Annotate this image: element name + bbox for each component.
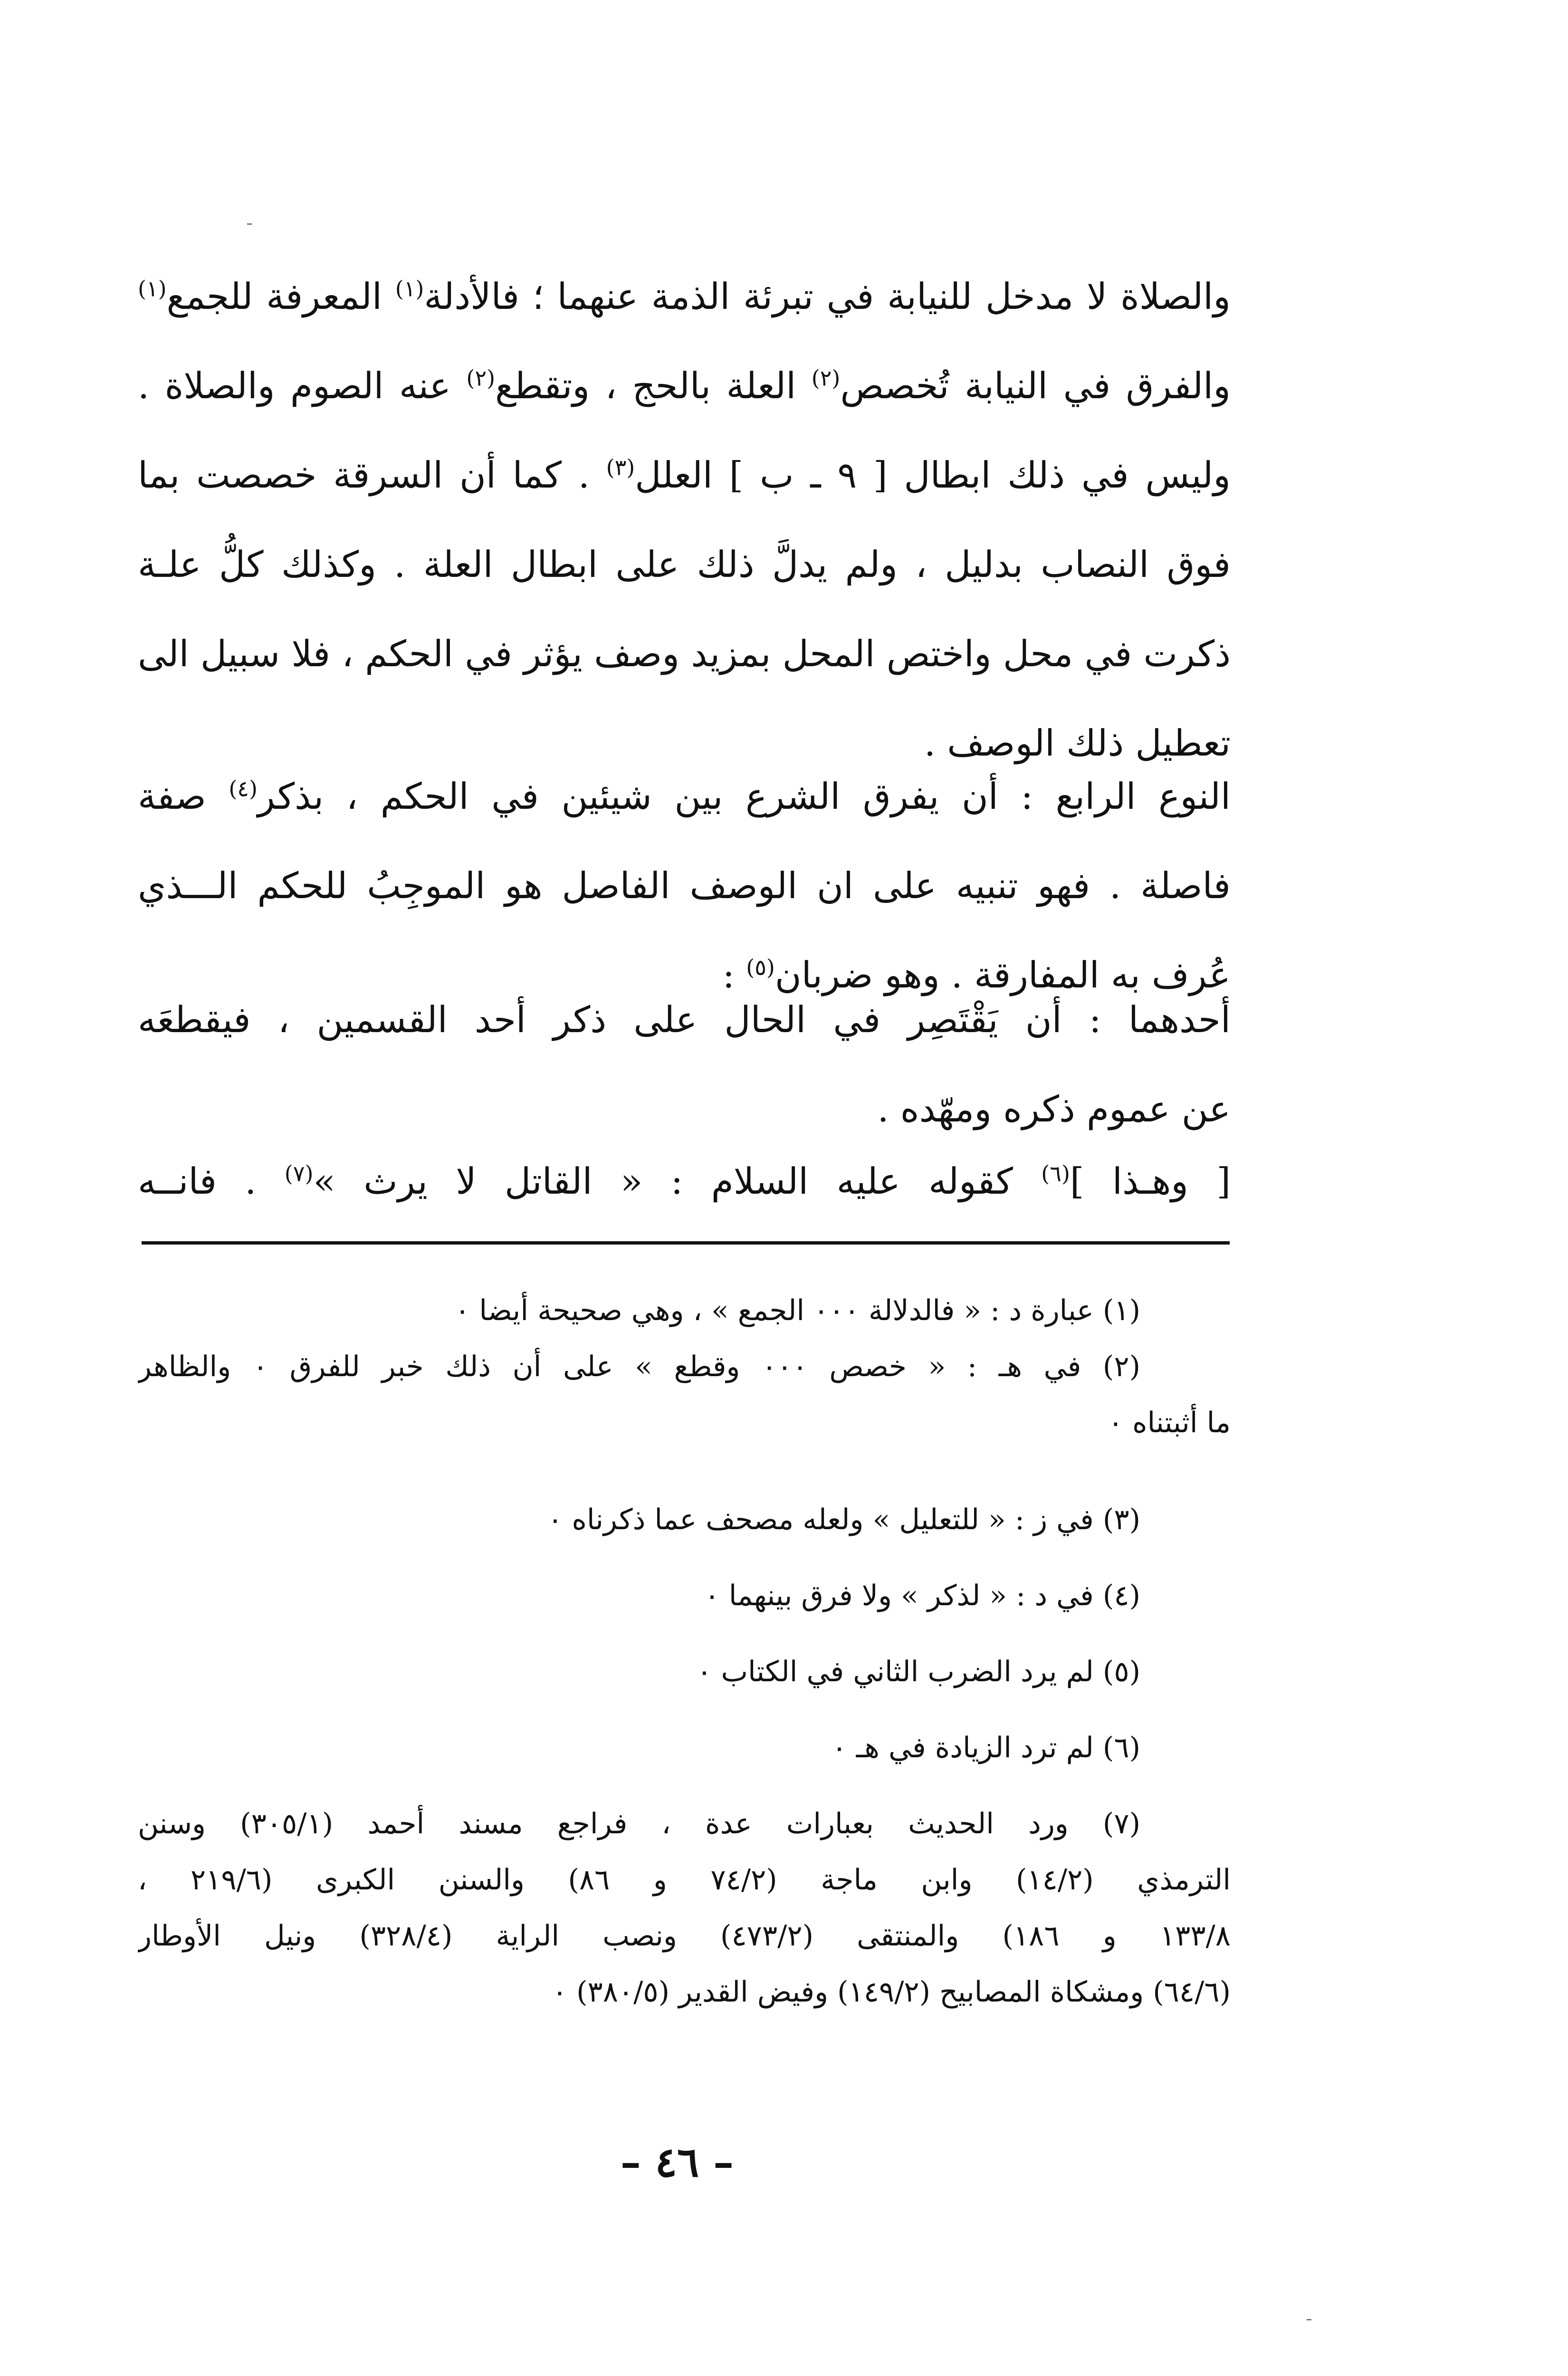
paragraph-3 bbox=[138, 975, 1231, 1154]
footnote-7-continued bbox=[138, 1852, 1231, 1907]
footnote-text: (٤) في د : « لذكر » ولا فرق بينهما ٠ bbox=[704, 1579, 1140, 1612]
scan-speck bbox=[1307, 2319, 1311, 2320]
footnote-marker: (٦) bbox=[1041, 1160, 1070, 1187]
footnote-2-continued bbox=[138, 1395, 1231, 1450]
line-text: عُرف به المفارقة . وهو ضربان bbox=[774, 954, 1231, 996]
line-text: . فانــه bbox=[138, 1160, 285, 1202]
footnote-text: الترمذي (١٤/٢) وابن ماجة (٧٤/٢ و ٨٦) والسنن الكبرى (٢١٩/٦ ، bbox=[138, 1863, 1231, 1897]
line-text: ذكرت في محل واختص المحل بمزيد وصف يؤثر في الحكم ، فلا سبيل الى bbox=[138, 632, 1231, 675]
text-line bbox=[138, 975, 1231, 1064]
footnote-marker: (٢) bbox=[811, 365, 841, 391]
text-line bbox=[138, 841, 1231, 930]
page-number: – ٤٦ – bbox=[620, 2138, 734, 2186]
footnote-7-continued bbox=[138, 1964, 1231, 2020]
text-line bbox=[138, 431, 1231, 520]
footnote-marker: (١) bbox=[138, 276, 167, 302]
line-text: والصلاة لا مدخل للنيابة في تبرئة الذمة عنهما ؛ فالأدلة bbox=[424, 275, 1231, 317]
footnote-6 bbox=[333, 1720, 1140, 1775]
text-line bbox=[138, 520, 1231, 609]
footnote-text: (٣) في ز : « للتعليل » ولعله مصحف عما ذكرناه ٠ bbox=[547, 1503, 1140, 1536]
text-line bbox=[138, 752, 1231, 841]
footnote-text: ما أثبتناه ٠ bbox=[1108, 1406, 1231, 1439]
text-line bbox=[138, 341, 1231, 431]
footnote-marker: (٥) bbox=[746, 954, 775, 980]
line-text: . كما أن السرقة خصصت بما bbox=[138, 454, 606, 496]
footnote-marker: (٤) bbox=[229, 776, 258, 802]
footnote-1 bbox=[190, 1283, 1140, 1338]
footnote-text: (٦٤/٦) ومشكاة المصابيح (١٤٩/٢) وفيض القدير (٣٨٠/٥) ٠ bbox=[552, 1975, 1231, 2009]
footnote-text: (٦) لم ترد الزيادة في هـ ٠ bbox=[832, 1731, 1140, 1764]
footnote-2 bbox=[138, 1339, 1140, 1394]
line-text: المعرفة للجمع bbox=[166, 275, 395, 317]
footnote-text: (٧) ورد الحديث بعبارات عدة ، فراجع مسند أحمد (٣٠٥/١) وسنن bbox=[138, 1807, 1140, 1840]
line-text: أحدهما : أن يَقْتَصِر في الحال على ذكر أحد القسمين ، فيقطعَه bbox=[138, 998, 1231, 1041]
line-text: النوع الرابع : أن يفرق الشرع بين شيئين في الحكم ، بذكر bbox=[257, 775, 1231, 817]
line-text: عنه الصوم والصلاة . bbox=[138, 364, 467, 407]
footnote-3 bbox=[333, 1492, 1140, 1547]
line-text: العلة بالحج ، وتقطع bbox=[495, 364, 812, 407]
scan-speck bbox=[247, 223, 252, 225]
footnote-separator bbox=[142, 1241, 1230, 1245]
line-text: فوق النصاب بدليل ، ولم يدلَّ ذلك على ابطال العلة . وكذلك كلُّ علـة bbox=[138, 543, 1231, 585]
footnote-7-continued bbox=[138, 1908, 1231, 1964]
footnote-text: ١٣٣/٨ و ١٨٦) والمنتقى (٤٧٣/٢) ونصب الراية (٣٢٨/٤) ونيل الأوطار bbox=[138, 1919, 1231, 1953]
footnote-5 bbox=[333, 1644, 1140, 1699]
line-text: تعطيل ذلك الوصف . bbox=[924, 722, 1231, 764]
paragraph-1 bbox=[138, 252, 1231, 788]
footnote-text: (٥) لم يرد الضرب الثاني في الكتاب ٠ bbox=[697, 1655, 1140, 1688]
footnote-7 bbox=[138, 1796, 1140, 1851]
line-text: كقوله عليه السلام : « القاتل لا يرث » bbox=[313, 1160, 1042, 1202]
footnote-marker: (٢) bbox=[466, 365, 496, 391]
footnote-4 bbox=[333, 1568, 1140, 1623]
line-text: : bbox=[722, 954, 746, 996]
footnote-text: (٢) في هـ : « خصص ٠٠٠ وقطع » على أن ذلك خبر للفرق ٠ والظاهر bbox=[138, 1350, 1140, 1383]
paragraph-4 bbox=[138, 1137, 1231, 1226]
footnote-marker: (١) bbox=[395, 276, 424, 302]
line-text: فاصلة . فهو تنبيه على ان الوصف الفاصل هو الموجِبُ للحكم الـــذي bbox=[138, 864, 1231, 907]
line-text: صفة bbox=[138, 775, 229, 817]
footnote-marker: (٣) bbox=[606, 454, 635, 480]
line-text: [ وهـذا ] bbox=[1070, 1160, 1231, 1202]
line-text: والفرق في النيابة تُخصص bbox=[840, 364, 1231, 407]
line-text: وليس في ذلك ابطال [ ٩ ـ ب ] العلل bbox=[635, 454, 1231, 496]
footnote-marker: (٧) bbox=[284, 1160, 314, 1187]
text-line bbox=[138, 252, 1231, 341]
line-text: عن عموم ذكره ومهّده . bbox=[877, 1088, 1231, 1130]
text-line bbox=[138, 1137, 1231, 1226]
text-line bbox=[138, 609, 1231, 699]
footnote-text: (١) عبارة د : « فالدلالة ٠٠٠ الجمع » ، وهي صحيحة أيضا ٠ bbox=[455, 1294, 1140, 1327]
